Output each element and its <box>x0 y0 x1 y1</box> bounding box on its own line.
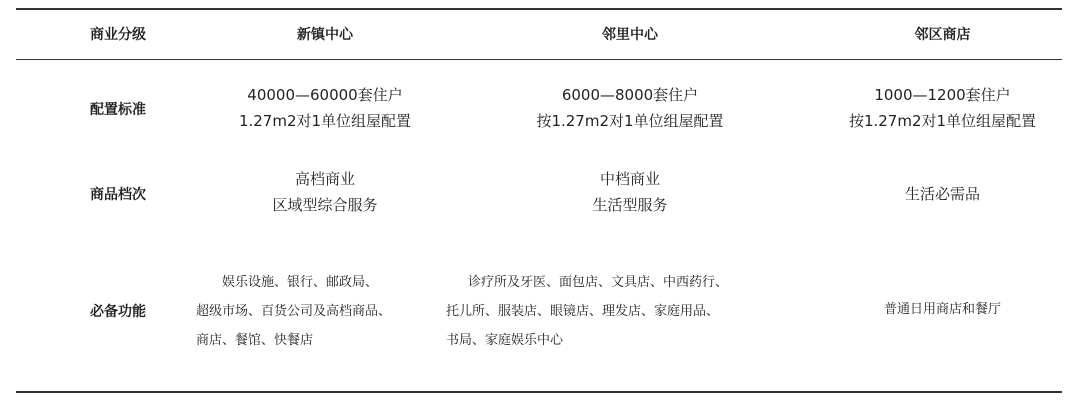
cell-line: 超级市场、百货公司及高档商品、 <box>196 304 392 319</box>
table-top-rule <box>16 8 1062 10</box>
cell-config-neighborhood-store <box>820 82 1065 134</box>
table-bottom-rule <box>16 391 1062 393</box>
header-new-town-center: 新镇中心 <box>297 27 353 43</box>
header-neighborhood-store: 邻区商店 <box>914 27 971 43</box>
cell-line: 生活必需品 <box>904 185 980 203</box>
cell-config-new-town <box>200 82 450 134</box>
header-neighborhood-center: 邻里中心 <box>602 27 658 43</box>
cell-line: 娱乐设施、银行、邮政局、 <box>222 275 379 290</box>
table-header-rule <box>16 59 1062 60</box>
row-label-goods-grade: 商品档次 <box>90 187 146 203</box>
cell-line: 高档商业 <box>294 170 355 188</box>
cell-grade-new-town <box>200 166 450 218</box>
cell-config-neighborhood-center <box>500 82 760 134</box>
cell-line: 中档商业 <box>599 170 660 188</box>
cell-grade-neighborhood-store <box>820 181 1065 207</box>
cell-functions-new-town <box>196 268 456 355</box>
cell-line: 书局、家庭娱乐中心 <box>446 333 564 348</box>
row-label-config-standard: 配置标准 <box>90 102 146 118</box>
header-commercial-level: 商业分级 <box>90 27 146 43</box>
cell-line: 按1.27m2对1单位组屋配置 <box>848 112 1037 130</box>
cell-functions-neighborhood-center <box>446 268 796 355</box>
cell-line: 6000—8000套住户 <box>561 86 699 104</box>
row-label-essential-functions: 必备功能 <box>90 304 146 320</box>
cell-line: 1000—1200套住户 <box>874 86 1011 104</box>
cell-line: 1.27m2对1单位组屋配置 <box>238 112 412 130</box>
cell-line: 生活型服务 <box>592 196 668 214</box>
cell-functions-neighborhood-store <box>820 300 1065 320</box>
cell-grade-neighborhood-center <box>500 166 760 218</box>
cell-line: 托儿所、服装店、眼镜店、理发店、家庭用品、 <box>446 304 720 319</box>
cell-line: 诊疗所及牙医、面包店、文具店、中西药行、 <box>468 275 729 290</box>
cell-line: 区域型综合服务 <box>272 196 378 214</box>
cell-line: 40000—60000套住户 <box>247 86 403 104</box>
cell-line: 商店、餐馆、快餐店 <box>196 333 314 348</box>
cell-line: 普通日用商店和餐厅 <box>883 302 1001 317</box>
cell-line: 按1.27m2对1单位组屋配置 <box>536 112 724 130</box>
